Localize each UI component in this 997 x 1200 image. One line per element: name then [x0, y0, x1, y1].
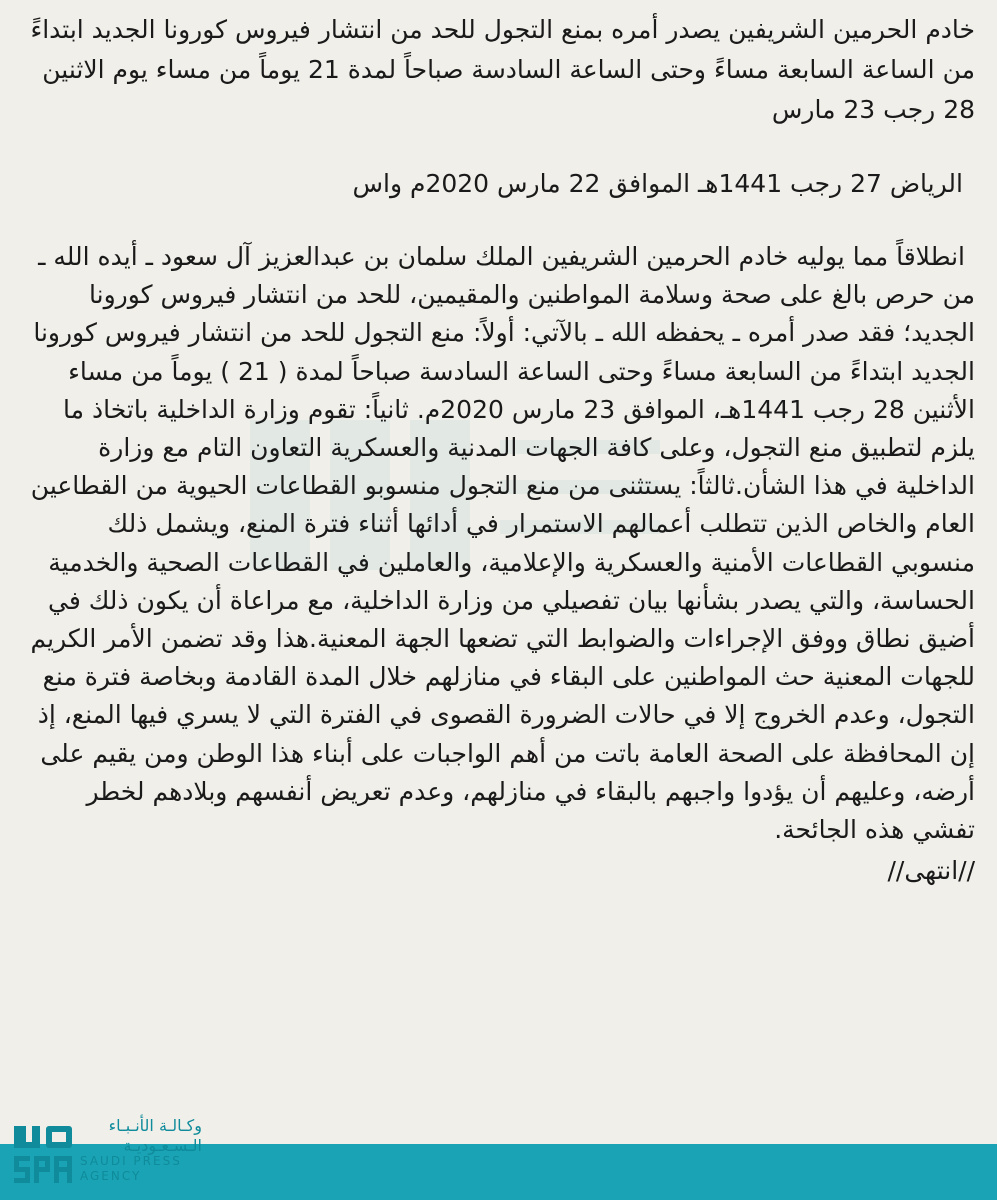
press-release: [22, 10, 975, 891]
logo-english-line-1: SAUDI PRESS: [80, 1154, 182, 1168]
logo-arabic-line-1: وكـالـة الأنـبـاء: [108, 1116, 202, 1135]
logo-arabic-line-2: الـسـعـوديـة: [123, 1136, 202, 1155]
spa-logo: [12, 1108, 202, 1190]
end-mark: //انتهى//: [887, 856, 975, 886]
dateline: الرياض 27 رجب 1441هـ الموافق 22 مارس 2020م واس: [352, 169, 963, 198]
logo-english-text: [80, 1154, 200, 1184]
spa-logo-icon: [12, 1122, 74, 1186]
logo-arabic-text: [78, 1116, 202, 1156]
body-text: انطلاقاً مما يوليه خادم الحرمين الشريفين الملك سلمان بن عبدالعزيز آل سعود ـ أيده الله ـ من حرص بالغ على صحة وسلامة المواطنين والمقيمين، للحد من انتشار فيروس كورونا الجديد؛ فقد صدر أمره ـ يحفظه الله ـ بالآتي: أولاً: منع التجول للحد من انتشار فيروس كورونا الجديد ابتداءً من السابعة مساءً وحتى الساعة السادسة صباحاً لمدة ( 21 ) يوماً من مساء الأثنين 28 رجب 1441هـ، الموافق 23 مارس 2020م. ثانياً: تقوم وزارة الداخلية باتخاذ ما يلزم لتطبيق منع التجول، وعلى كافة الجهات المدنية والعسكرية التعاون التام مع وزارة الداخلية في هذا الشأن.ثالثاً: يستثنى من منع التجول منسوبو القطاعات الحيوية من القطاعين العام والخاص الذين تتطلب أعمالهم الاستمرار في أدائها أثناء فترة المنع، ويشمل ذلك منسوبي القطاعات الأمنية والعسكرية والإعلامية، والعاملين في القطاعات الصحية والخدمية الحساسة، والتي يصدر بشأنها بيان تفصيلي من وزارة الداخلية، مع مراعاة أن يكون ذلك في أضيق نطاق ووفق الإجراءات والضوابط التي تضعها الجهة المعنية.هذا وقد تضمن الأمر الكريم للجهات المعنية حث المواطنين على البقاء في منازلهم خلال المدة القادمة وبخاصة فترة منع التجول، وعدم الخروج إلا في حالات الضرورة القصوى في الفترة التي لا يسري فيها المنع، إذ إن المحافظة على الصحة العامة باتت من أهم الواجبات على أبناء هذا الوطن ومن يقيم على أرضه، وعليهم أن يؤدوا واجبهم بالبقاء في منازلهم، وعدم تعريض أنفسهم وبلادهم لخطر تفشي هذه الجائحة.: [30, 242, 975, 845]
logo-english-line-2: AGENCY: [80, 1169, 142, 1183]
headline: خادم الحرمين الشريفين يصدر أمره بمنع التجول للحد من انتشار فيروس كورونا الجديد ابتداءً من الساعة السابعة مساءً وحتى الساعة السادسة صباحاً لمدة 21 يوماً من مساء يوم الاثنين 28 رجب 23 مارس: [30, 15, 975, 124]
